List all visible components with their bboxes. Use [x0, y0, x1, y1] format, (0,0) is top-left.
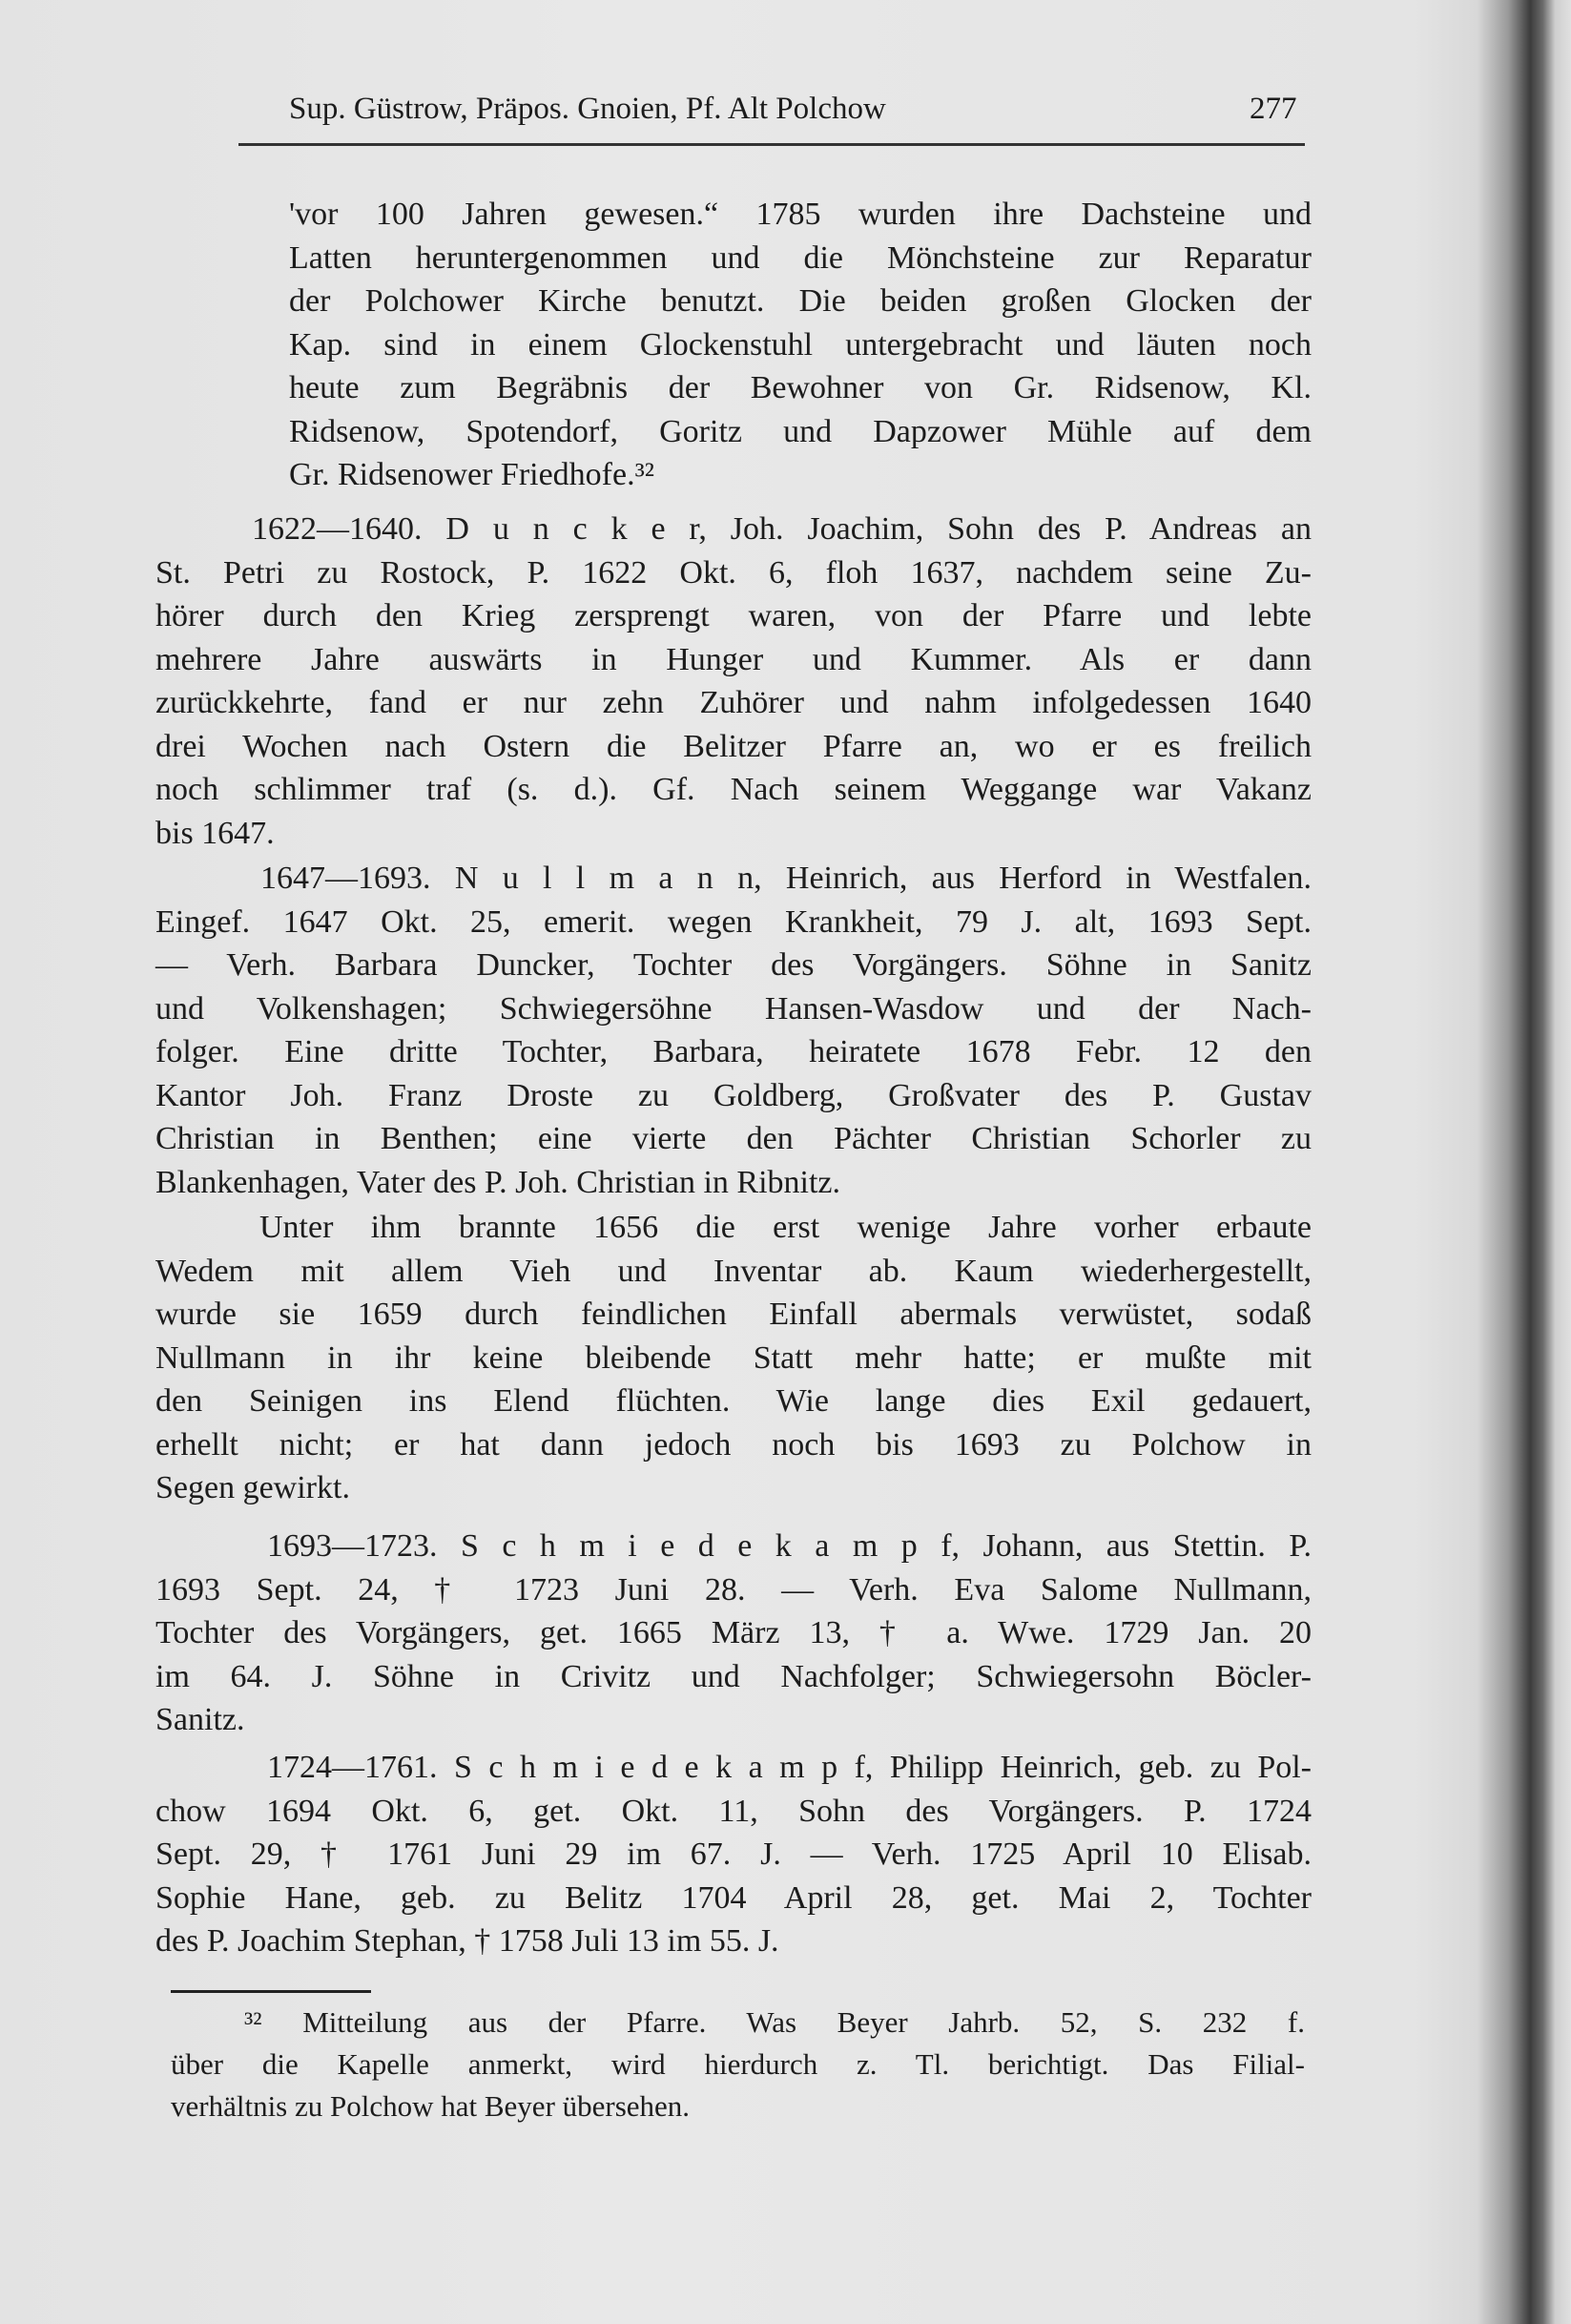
text-line: wurde sie 1659 durch feindlichen Einfall abermals verwüstet, sodaß [155, 1297, 1312, 1332]
text-line: ³² Mitteilung aus der Pfarre. Was Beyer Jahrb. 52, S. 232 f. [244, 2005, 1305, 2039]
text-line: Sept. 29, † 1761 Juni 29 im 67. J. — Verh. 1725 April 10 Elisab. [155, 1836, 1312, 1872]
text-line: Latten heruntergenommen und die Mönchsteine zur Reparatur [289, 239, 1312, 276]
text-line: Eingef. 1647 Okt. 25, emerit. wegen Krankheit, 79 J. alt, 1693 Sept. [155, 903, 1312, 940]
page-number: 277 [1250, 92, 1297, 126]
text-line: 1647—1693. N u l l m a n n, Heinrich, aus Herford in Westfalen. [260, 861, 1312, 896]
text-line: Kantor Joh. Franz Droste zu Goldberg, Großvater des P. Gustav [155, 1077, 1312, 1113]
text-line: Unter ihm brannte 1656 die erst wenige Jahre vorher erbaute [259, 1210, 1312, 1245]
text-line: folger. Eine dritte Tochter, Barbara, heiratete 1678 Febr. 12 den [155, 1034, 1312, 1069]
text-line: noch schlimmer traf (s. d.). Gf. Nach seinem Weggange war Vakanz [155, 772, 1312, 807]
text-line: über die Kapelle anmerkt, wird hierdurch z. Tl. berichtigt. Das Filial- [171, 2047, 1305, 2081]
text-line: — Verh. Barbara Duncker, Tochter des Vorgängers. Söhne in Sanitz [155, 947, 1312, 983]
text-line: chow 1694 Okt. 6, get. Okt. 11, Sohn des Vorgängers. P. 1724 [155, 1793, 1312, 1829]
text-line: den Seinigen ins Elend flüchten. Wie lange dies Exil gedauert, [155, 1383, 1312, 1419]
text-line: mehrere Jahre auswärts in Hunger und Kummer. Als er dann [155, 641, 1312, 677]
text-line: zurückkehrte, fand er nur zehn Zuhörer und nahm infolgedessen 1640 [155, 685, 1312, 720]
paragraph-nullmann-fire [155, 1206, 1312, 1510]
text-line: Gr. Ridsenower Friedhofe.³² [289, 457, 654, 492]
text-line: Nullmann in ihr keine bleibende Statt mehr hatte; er mußte mit [155, 1339, 1312, 1376]
text-line: Sophie Hane, geb. zu Belitz 1704 April 28, get. Mai 2, Tochter [155, 1879, 1312, 1916]
paragraph-duncker [155, 508, 1312, 855]
text-line: Tochter des Vorgängers, get. 1665 März 13, † a. Wwe. 1729 Jan. 20 [155, 1615, 1312, 1650]
text-line: verhältnis zu Polchow hat Beyer übersehen. [171, 2089, 691, 2123]
paragraph-nullmann [155, 857, 1312, 1204]
text-line: 1693 Sept. 24, † 1723 Juni 28. — Verh. Eva Salome Nullmann, [155, 1571, 1312, 1608]
text-line: 1724—1761. S c h m i e d e k a m p f, Philipp Heinrich, geb. zu Pol- [267, 1750, 1312, 1785]
text-line: Ridsenow, Spotendorf, Goritz und Dapzower Mühle auf dem [289, 413, 1312, 449]
text-line: und Volkenshagen; Schwiegersöhne Hansen-Wasdow und der Nach- [155, 990, 1312, 1027]
text-line: Kap. sind in einem Glockenstuhl untergebracht und läuten noch [289, 326, 1312, 363]
text-line: im 64. J. Söhne in Crivitz und Nachfolger; Schwiegersohn Böcler- [155, 1658, 1312, 1694]
paragraph-chapel-bells [289, 193, 1312, 497]
header-rule [238, 143, 1305, 146]
text-line: bis 1647. [155, 815, 275, 851]
text-line: Segen gewirkt. [155, 1470, 350, 1505]
text-line: hörer durch den Krieg zersprengt waren, von der Pfarre und lebte [155, 598, 1312, 633]
text-line: des P. Joachim Stephan, † 1758 Juli 13 im 55. J. [155, 1923, 779, 1959]
text-line: Blankenhagen, Vater des P. Joh. Christian in Ribnitz. [155, 1164, 841, 1200]
text-line: 'vor 100 Jahren gewesen.“ 1785 wurden ihre Dachsteine und [289, 197, 1312, 232]
paragraph-schmiedekampf-johann [155, 1525, 1312, 1742]
footnote-32 [171, 2002, 1305, 2127]
paragraph-schmiedekampf-philipp [155, 1746, 1312, 1963]
text-line: 1693—1723. S c h m i e d e k a m p f, Johann, aus Stettin. P. [267, 1528, 1312, 1564]
text-line: Wedem mit allem Vieh und Inventar ab. Kaum wiederhergestellt, [155, 1253, 1312, 1289]
text-line: heute zum Begräbnis der Bewohner von Gr. Ridsenow, Kl. [289, 370, 1312, 405]
text-line: 1622—1640. D u n c k e r, Joh. Joachim, Sohn des P. Andreas an [252, 511, 1312, 547]
running-header: Sup. Güstrow, Präpos. Gnoien, Pf. Alt Polchow [289, 92, 886, 126]
text-line: drei Wochen nach Ostern die Belitzer Pfarre an, wo er es freilich [155, 728, 1312, 764]
text-line: St. Petri zu Rostock, P. 1622 Okt. 6, floh 1637, nachdem seine Zu- [155, 554, 1312, 591]
text-line: Christian in Benthen; eine vierte den Pächter Christian Schorler zu [155, 1121, 1312, 1156]
text-line: Sanitz. [155, 1702, 245, 1737]
text-line: erhellt nicht; er hat dann jedoch noch bis 1693 zu Polchow in [155, 1426, 1312, 1463]
footnote-rule [171, 1990, 371, 1993]
text-line: der Polchower Kirche benutzt. Die beiden großen Glocken der [289, 283, 1312, 319]
